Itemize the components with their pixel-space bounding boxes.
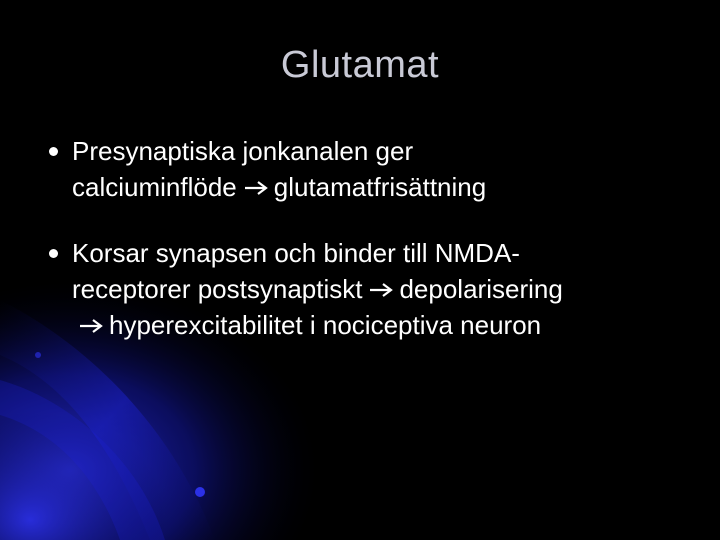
bullet-dot-icon <box>49 147 58 156</box>
slide-title: Glutamat <box>280 44 440 86</box>
bullet-line <box>72 133 694 169</box>
arrow-right-icon <box>366 281 396 299</box>
arrow-right-icon <box>241 179 271 197</box>
bullet-line <box>72 235 694 271</box>
bullet-line <box>72 271 694 307</box>
bullet-text: glutamatfrisättning <box>273 172 487 202</box>
bullet-line <box>72 307 694 343</box>
bullet-item <box>44 133 694 205</box>
bullet-dot-icon <box>49 249 58 258</box>
bullet-text: calciuminflöde <box>72 172 237 202</box>
bullet-text: Korsar synapsen och binder till NMDA- <box>72 238 520 268</box>
bullet-text: receptorer postsynaptiskt <box>72 274 363 304</box>
arrow-right-icon <box>76 317 106 335</box>
bullet-text: hyperexcitabilitet i nociceptiva neuron <box>109 310 542 340</box>
bullet-list <box>44 133 694 343</box>
bullet-text: Presynaptiska jonkanalen ger <box>72 136 414 166</box>
bullet-item <box>44 235 694 343</box>
glow-dot <box>195 487 205 497</box>
glow-dot <box>35 352 41 358</box>
bullet-text: depolarisering <box>399 274 563 304</box>
bullet-line <box>72 169 694 205</box>
